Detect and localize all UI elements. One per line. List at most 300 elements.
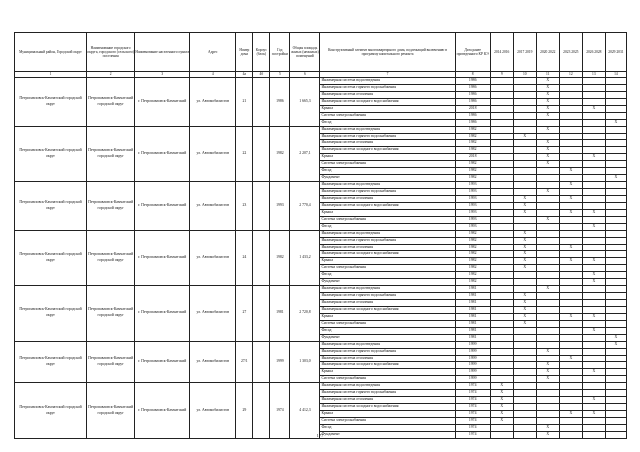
period-mark-cell <box>490 230 513 237</box>
column-header: 2023 2025 <box>559 33 582 72</box>
period-mark-cell: X <box>513 230 536 237</box>
period-mark-cell: X <box>513 293 536 300</box>
period-mark-cell <box>490 154 513 161</box>
period-mark-cell: X <box>582 327 605 334</box>
period-mark-cell <box>513 390 536 397</box>
period-mark-cell <box>559 390 582 397</box>
period-mark-cell <box>559 279 582 286</box>
period-mark-cell: X <box>559 182 582 189</box>
period-mark-cell <box>559 202 582 209</box>
period-mark-cell <box>605 126 626 133</box>
period-mark-cell <box>490 300 513 307</box>
period-mark-cell <box>490 313 513 320</box>
period-mark-cell <box>513 334 536 341</box>
period-mark-cell <box>490 84 513 91</box>
period-mark-cell <box>582 182 605 189</box>
column-header: Наименование населенного пункта <box>135 33 190 72</box>
period-mark-cell <box>605 202 626 209</box>
previous-repair-date-cell: 1974 <box>455 383 490 390</box>
previous-repair-date-cell: 1982 <box>455 133 490 140</box>
period-mark-cell: X <box>536 189 559 196</box>
period-mark-cell <box>582 320 605 327</box>
element-cell: Система электроснабжения <box>320 112 455 119</box>
period-mark-cell: X <box>536 112 559 119</box>
period-mark-cell <box>559 112 582 119</box>
period-mark-cell <box>582 84 605 91</box>
previous-repair-date-cell: 1999 <box>455 369 490 376</box>
address-cell: ул. Автомобилистов <box>190 230 236 286</box>
period-mark-cell <box>582 91 605 98</box>
corpus-cell <box>253 230 270 286</box>
period-mark-cell: X <box>536 98 559 105</box>
settlement-cell: Петропавловск-Камчатский городской округ <box>87 78 135 127</box>
element-cell: Инженерная система отопления <box>320 91 455 98</box>
period-mark-cell <box>536 404 559 411</box>
period-mark-cell: X <box>582 313 605 320</box>
element-cell: Инженерная система горячего водоснабжения <box>320 133 455 140</box>
district-cell: Петропавловск-Камчатский городской округ <box>15 182 87 231</box>
previous-repair-date-cell: 1982 <box>455 279 490 286</box>
period-mark-cell <box>490 223 513 230</box>
element-cell: Крыша <box>320 154 455 161</box>
period-mark-cell <box>605 237 626 244</box>
period-mark-cell <box>582 362 605 369</box>
period-mark-cell <box>559 417 582 424</box>
settlement-cell: Петропавловск-Камчатский городской округ <box>87 383 135 439</box>
locality-cell: г. Петропавловск-Камчатский <box>135 182 190 231</box>
period-mark-cell <box>582 126 605 133</box>
period-mark-cell <box>536 265 559 272</box>
element-cell: Фундамент <box>320 279 455 286</box>
previous-repair-date-cell: 1981 <box>455 293 490 300</box>
period-mark-cell <box>490 306 513 313</box>
previous-repair-date-cell: 1982 <box>455 126 490 133</box>
period-mark-cell <box>513 147 536 154</box>
period-mark-cell <box>536 251 559 258</box>
period-mark-cell <box>559 223 582 230</box>
period-mark-cell <box>490 279 513 286</box>
period-mark-cell <box>582 140 605 147</box>
period-mark-cell <box>582 390 605 397</box>
period-mark-cell <box>513 154 536 161</box>
period-mark-cell <box>605 300 626 307</box>
period-mark-cell <box>536 195 559 202</box>
period-mark-cell <box>605 195 626 202</box>
previous-repair-date-cell: 1981 <box>455 313 490 320</box>
period-mark-cell: X <box>559 195 582 202</box>
area-cell: 4 412,3 <box>290 383 320 439</box>
period-mark-cell <box>490 98 513 105</box>
element-cell: Система электроснабжения <box>320 216 455 223</box>
period-mark-cell <box>605 147 626 154</box>
period-mark-cell <box>513 424 536 431</box>
previous-repair-date-cell: 1986 <box>455 91 490 98</box>
period-mark-cell <box>605 98 626 105</box>
period-mark-cell: X <box>513 195 536 202</box>
period-mark-cell <box>513 175 536 182</box>
period-mark-cell: X <box>559 355 582 362</box>
period-mark-cell <box>582 424 605 431</box>
previous-repair-date-cell: 1986 <box>455 78 490 85</box>
column-header: 2029 2031 <box>605 33 626 72</box>
period-mark-cell <box>605 320 626 327</box>
period-mark-cell: X <box>513 313 536 320</box>
period-mark-cell <box>605 140 626 147</box>
previous-repair-date-cell: 1982 <box>455 272 490 279</box>
previous-repair-date-cell: 1993 <box>455 182 490 189</box>
period-mark-cell: X <box>513 265 536 272</box>
element-cell: Инженерная система горячего водоснабжения <box>320 84 455 91</box>
element-cell: Инженерная система отопления <box>320 244 455 251</box>
period-mark-cell <box>559 265 582 272</box>
previous-repair-date-cell: 2018 <box>455 154 490 161</box>
element-cell: Инженерная система отопления <box>320 355 455 362</box>
column-header: Номер дома <box>236 33 253 72</box>
settlement-cell: Петропавловск-Камчатский городской округ <box>87 182 135 231</box>
period-mark-cell <box>536 417 559 424</box>
period-mark-cell <box>513 140 536 147</box>
period-mark-cell: X <box>490 417 513 424</box>
corpus-cell <box>253 286 270 342</box>
column-number: 8 <box>455 72 490 78</box>
element-cell: Инженерная система водоотведения <box>320 341 455 348</box>
period-mark-cell: X <box>513 133 536 140</box>
element-cell: Инженерная система отопления <box>320 397 455 404</box>
address-cell: ул. Автомобилистов <box>190 126 236 182</box>
period-mark-cell: X <box>536 424 559 431</box>
period-mark-cell <box>559 84 582 91</box>
address-cell: ул. Автомобилистов <box>190 78 236 127</box>
period-mark-cell <box>559 91 582 98</box>
period-mark-cell <box>490 376 513 383</box>
period-mark-cell <box>513 84 536 91</box>
period-mark-cell <box>605 223 626 230</box>
period-mark-cell <box>490 272 513 279</box>
column-number: 11 <box>536 72 559 78</box>
period-mark-cell <box>490 327 513 334</box>
period-mark-cell <box>513 327 536 334</box>
table-row <box>15 286 627 293</box>
period-mark-cell <box>559 189 582 196</box>
period-mark-cell <box>536 355 559 362</box>
period-mark-cell: X <box>536 140 559 147</box>
corpus-cell <box>253 182 270 231</box>
register-sheet <box>14 32 627 439</box>
column-number: 7 <box>320 72 455 78</box>
period-mark-cell <box>559 216 582 223</box>
period-mark-cell <box>582 133 605 140</box>
element-cell: Фасад <box>320 424 455 431</box>
column-number: 4б <box>253 72 270 78</box>
period-mark-cell: X <box>536 376 559 383</box>
period-mark-cell <box>559 147 582 154</box>
previous-repair-date-cell: 1993 <box>455 223 490 230</box>
period-mark-cell <box>536 237 559 244</box>
period-mark-cell <box>490 133 513 140</box>
period-mark-cell <box>513 341 536 348</box>
period-mark-cell <box>490 293 513 300</box>
period-mark-cell <box>490 334 513 341</box>
period-mark-cell: X <box>559 244 582 251</box>
period-mark-cell: X <box>559 258 582 265</box>
period-mark-cell: X <box>536 78 559 85</box>
house-number-cell: 29 <box>236 383 253 439</box>
previous-repair-date-cell: 1993 <box>455 209 490 216</box>
period-mark-cell: X <box>513 244 536 251</box>
period-mark-cell: X <box>536 216 559 223</box>
period-mark-cell <box>490 147 513 154</box>
previous-repair-date-cell: 1981 <box>455 286 490 293</box>
element-cell: Инженерная система горячего водоснабжения <box>320 237 455 244</box>
period-mark-cell <box>513 112 536 119</box>
period-mark-cell <box>490 286 513 293</box>
period-mark-cell <box>559 126 582 133</box>
period-mark-cell <box>490 237 513 244</box>
element-cell: Инженерная система холодного водоснабжения <box>320 404 455 411</box>
column-number: 3 <box>135 72 190 78</box>
period-mark-cell <box>490 202 513 209</box>
period-mark-cell <box>605 272 626 279</box>
period-mark-cell <box>536 313 559 320</box>
period-mark-cell: X <box>536 348 559 355</box>
previous-repair-date-cell: 1982 <box>455 244 490 251</box>
period-mark-cell: X <box>582 258 605 265</box>
period-mark-cell <box>490 348 513 355</box>
period-mark-cell <box>559 327 582 334</box>
period-mark-cell <box>513 383 536 390</box>
period-mark-cell <box>559 341 582 348</box>
period-mark-cell <box>513 286 536 293</box>
house-number-cell: 27/1 <box>236 341 253 383</box>
area-cell: 1 303,0 <box>290 341 320 383</box>
area-cell: 1 665,3 <box>290 78 320 127</box>
previous-repair-date-cell: 1982 <box>455 140 490 147</box>
period-mark-cell <box>490 112 513 119</box>
period-mark-cell: X <box>490 383 513 390</box>
period-mark-cell <box>536 320 559 327</box>
element-cell: Инженерная система холодного водоснабжения <box>320 362 455 369</box>
element-cell: Фундамент <box>320 431 455 438</box>
period-mark-cell: X <box>536 84 559 91</box>
period-mark-cell <box>559 251 582 258</box>
address-cell: ул. Автомобилистов <box>190 383 236 439</box>
period-mark-cell <box>582 355 605 362</box>
element-cell: Инженерная система отопления <box>320 140 455 147</box>
column-number: 4а <box>236 72 253 78</box>
element-cell: Фундамент <box>320 175 455 182</box>
column-number: 13 <box>582 72 605 78</box>
period-mark-cell <box>513 168 536 175</box>
period-mark-cell <box>513 223 536 230</box>
period-mark-cell <box>582 293 605 300</box>
column-header: Конструктивный элемент многоквартирного дома, подлежащий включению в программу капитального ремонта <box>320 33 455 72</box>
period-mark-cell <box>605 293 626 300</box>
period-mark-cell <box>536 300 559 307</box>
period-mark-cell: X <box>536 91 559 98</box>
period-mark-cell <box>513 369 536 376</box>
period-mark-cell <box>559 119 582 126</box>
period-mark-cell: X <box>490 404 513 411</box>
settlement-cell: Петропавловск-Камчатский городской округ <box>87 286 135 342</box>
district-cell: Петропавловск-Камчатский городской округ <box>15 286 87 342</box>
build-year-cell: 1986 <box>270 78 290 127</box>
previous-repair-date-cell: 1982 <box>455 168 490 175</box>
settlement-cell: Петропавловск-Камчатский городской округ <box>87 341 135 383</box>
period-mark-cell: X <box>605 175 626 182</box>
period-mark-cell: X <box>536 369 559 376</box>
period-mark-cell: X <box>536 161 559 168</box>
period-mark-cell <box>536 279 559 286</box>
period-mark-cell <box>605 376 626 383</box>
previous-repair-date-cell: 1981 <box>455 334 490 341</box>
period-mark-cell <box>559 105 582 112</box>
period-mark-cell <box>605 313 626 320</box>
previous-repair-date-cell: 1974 <box>455 417 490 424</box>
previous-repair-date-cell: 1974 <box>455 404 490 411</box>
period-mark-cell <box>582 237 605 244</box>
period-mark-cell <box>536 383 559 390</box>
period-mark-cell: X <box>513 300 536 307</box>
period-mark-cell <box>536 182 559 189</box>
element-cell: Инженерная система водоотведения <box>320 383 455 390</box>
period-mark-cell <box>559 404 582 411</box>
element-cell: Система электроснабжения <box>320 376 455 383</box>
element-cell: Система электроснабжения <box>320 320 455 327</box>
element-cell: Инженерная система водоотведения <box>320 78 455 85</box>
previous-repair-date-cell: 1999 <box>455 355 490 362</box>
address-cell: ул. Автомобилистов <box>190 341 236 383</box>
period-mark-cell <box>536 306 559 313</box>
period-mark-cell: X <box>559 313 582 320</box>
element-cell: Крыша <box>320 411 455 418</box>
period-mark-cell <box>536 230 559 237</box>
previous-repair-date-cell: 1981 <box>455 300 490 307</box>
element-cell: Крыша <box>320 313 455 320</box>
period-mark-cell <box>513 182 536 189</box>
period-mark-cell <box>490 251 513 258</box>
period-mark-cell <box>559 154 582 161</box>
column-header: 2026 2028 <box>582 33 605 72</box>
repair-program-table <box>14 32 627 439</box>
period-mark-cell <box>513 216 536 223</box>
element-cell: Инженерная система отопления <box>320 300 455 307</box>
period-mark-cell <box>582 244 605 251</box>
table-row <box>15 126 627 133</box>
period-mark-cell <box>582 175 605 182</box>
period-mark-cell <box>582 348 605 355</box>
page-number: 177 <box>316 433 324 438</box>
element-cell: Инженерная система водоотведения <box>320 286 455 293</box>
period-mark-cell: X <box>513 306 536 313</box>
period-mark-cell <box>605 251 626 258</box>
period-mark-cell <box>559 230 582 237</box>
period-mark-cell <box>513 126 536 133</box>
period-mark-cell <box>605 78 626 85</box>
period-mark-cell <box>513 404 536 411</box>
period-mark-cell <box>559 286 582 293</box>
period-mark-cell <box>605 286 626 293</box>
period-mark-cell <box>582 112 605 119</box>
period-mark-cell: X <box>582 209 605 216</box>
period-mark-cell: X <box>490 397 513 404</box>
previous-repair-date-cell: 1981 <box>455 320 490 327</box>
period-mark-cell: X <box>582 223 605 230</box>
house-number-cell: 21 <box>236 78 253 127</box>
period-mark-cell <box>559 272 582 279</box>
period-mark-cell <box>559 334 582 341</box>
element-cell: Система электроснабжения <box>320 265 455 272</box>
period-mark-cell <box>490 341 513 348</box>
element-cell: Крыша <box>320 369 455 376</box>
area-cell: 2 720,8 <box>290 286 320 342</box>
period-mark-cell <box>605 105 626 112</box>
period-mark-cell <box>490 91 513 98</box>
period-mark-cell: X <box>582 397 605 404</box>
period-mark-cell <box>605 306 626 313</box>
period-mark-cell <box>490 105 513 112</box>
previous-repair-date-cell: 1999 <box>455 362 490 369</box>
previous-repair-date-cell: 1974 <box>455 397 490 404</box>
column-number: 9 <box>490 72 513 78</box>
column-number: 1 <box>15 72 87 78</box>
previous-repair-date-cell: 1974 <box>455 424 490 431</box>
period-mark-cell <box>490 182 513 189</box>
previous-repair-date-cell: 1986 <box>455 84 490 91</box>
previous-repair-date-cell: 1986 <box>455 98 490 105</box>
period-mark-cell: X <box>559 168 582 175</box>
period-mark-cell: X <box>536 286 559 293</box>
column-header: 2020 2022 <box>536 33 559 72</box>
previous-repair-date-cell: 1986 <box>455 119 490 126</box>
period-mark-cell <box>559 293 582 300</box>
previous-repair-date-cell: 1981 <box>455 327 490 334</box>
period-mark-cell <box>513 362 536 369</box>
column-header: Наименование городского округа, городского (сельского) поселения <box>87 33 135 72</box>
element-cell: Инженерная система горячего водоснабжения <box>320 293 455 300</box>
period-mark-cell <box>582 161 605 168</box>
period-mark-cell <box>490 195 513 202</box>
period-mark-cell <box>605 189 626 196</box>
period-mark-cell <box>582 98 605 105</box>
period-mark-cell <box>605 84 626 91</box>
column-header: Муниципальный район, Городской округ <box>15 33 87 72</box>
period-mark-cell <box>490 216 513 223</box>
period-mark-cell <box>582 147 605 154</box>
period-mark-cell <box>536 334 559 341</box>
corpus-cell <box>253 78 270 127</box>
element-cell: Инженерная система водоотведения <box>320 126 455 133</box>
period-mark-cell <box>605 230 626 237</box>
period-mark-cell <box>582 383 605 390</box>
period-mark-cell <box>536 341 559 348</box>
previous-repair-date-cell: 1974 <box>455 431 490 438</box>
previous-repair-date-cell: 1982 <box>455 265 490 272</box>
element-cell: Инженерная система холодного водоснабжения <box>320 251 455 258</box>
period-mark-cell <box>582 404 605 411</box>
period-mark-cell <box>582 251 605 258</box>
period-mark-cell <box>582 286 605 293</box>
district-cell: Петропавловск-Камчатский городской округ <box>15 341 87 383</box>
period-mark-cell: X <box>605 334 626 341</box>
period-mark-cell <box>582 195 605 202</box>
previous-repair-date-cell: 1982 <box>455 161 490 168</box>
period-mark-cell <box>559 133 582 140</box>
build-year-cell: 1999 <box>270 341 290 383</box>
house-number-cell: 22 <box>236 126 253 182</box>
period-mark-cell: X <box>513 258 536 265</box>
area-cell: 2 770,4 <box>290 182 320 231</box>
period-mark-cell: X <box>536 431 559 438</box>
